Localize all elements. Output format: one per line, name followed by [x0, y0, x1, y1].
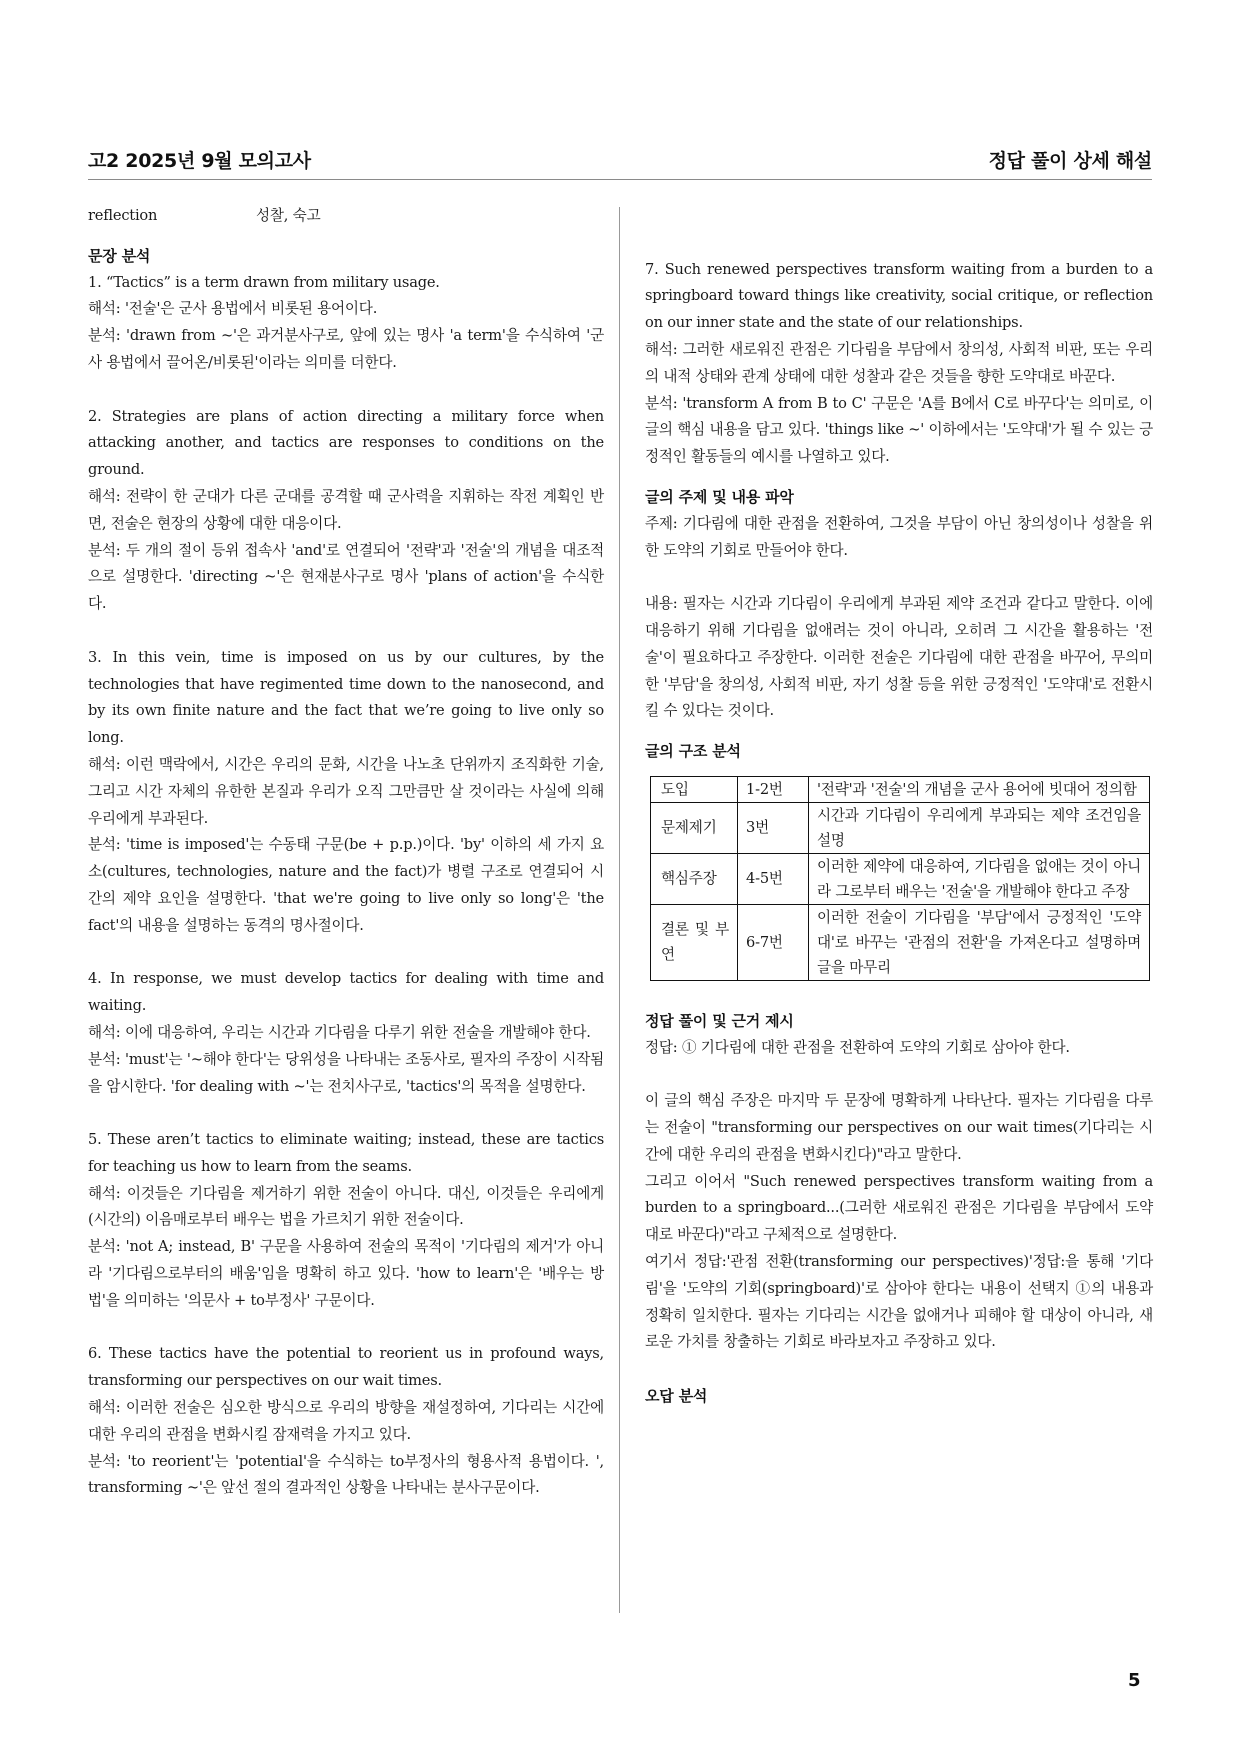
sentence-analysis: 분석: 'transform A from B to C' 구문은 'A를 B에서 C로 바꾸다'는 의미로, 이 글의 핵심 내용을 담고 있다. 'things like ~' 이하에서는 '도약대'가 될 수 있는 긍정적인 활동들의 예시를 나열하고 있다. — [645, 394, 1153, 466]
structure-desc: 시간과 기다림이 우리에게 부과되는 제약 조건임을 설명 — [809, 802, 1150, 853]
vocab-entry — [88, 203, 604, 230]
sentence-english: 6. These tactics have the potential to reorient us in profound ways, transforming our perspectives on our wait times. — [88, 1345, 604, 1390]
table-row — [651, 904, 1150, 980]
vocab-word: reflection — [88, 207, 158, 224]
column-divider — [619, 207, 620, 1613]
answer-paragraph-3: 여기서 정답:'관점 전환(transforming our perspectives)'정답:을 통해 '기다림'을 '도약의 기회(springboard)'로 삼아야 한다는 내용이 선택지 ①의 내용과 정확히 일치한다. 필자는 기다리는 시간을 없애거나 피해야 할 대상이 아니라, 새로운 가치를 창출하는 기회로 바라보자고 주장하고 있다. — [645, 1252, 1153, 1351]
sentence-analysis: 분석: 'to reorient'는 'potential'을 수식하는 to부정사의 형용사적 용법이다. ', transforming ~'은 앞선 절의 결과적인 상황을 나타내는 분사구문이다. — [88, 1452, 604, 1497]
structure-part: 도입 — [651, 776, 738, 802]
section-heading-structure: 글의 구조 분석 — [645, 742, 741, 761]
theme-topic: 주제: 기다림에 대한 관점을 전환하여, 그것을 부담이 아닌 창의성이나 성찰을 위한 도약의 기회로 만들어야 한다. — [645, 514, 1153, 559]
exam-title: 고2 2025년 9월 모의고사 — [88, 150, 311, 172]
section-heading-sentence-analysis: 문장 분석 — [88, 246, 151, 265]
structure-range: 3번 — [738, 802, 809, 853]
structure-part: 핵심주장 — [651, 853, 738, 904]
right-column — [645, 203, 1153, 1410]
sentence-item-4 — [88, 966, 604, 1100]
structure-range: 1-2번 — [738, 776, 809, 802]
sentence-analysis: 분석: 'not A; instead, B' 구문을 사용하여 전술의 목적이 '기다림의 제거'가 아니라 '기다림으로부터의 배움'임을 명확히 하고 있다. 'how to learn'은 '배우는 방법'을 의미하는 '의문사 + to부정사' 구문이다. — [88, 1238, 604, 1309]
structure-part: 문제제기 — [651, 802, 738, 853]
left-column — [88, 203, 604, 1502]
answer-line: 정답: ① 기다림에 대한 관점을 전환하여 도약의 기회로 삼아야 한다. — [645, 1038, 1070, 1056]
answer-paragraph-1: 이 글의 핵심 주장은 마지막 두 문장에 명확하게 나타난다. 필자는 기다림을 다루는 전술이 "transforming our perspectives on our wait times(기다리는 시간에 대한 우리의 관점을 변화시킨다)"라고 말한다. — [645, 1092, 1153, 1163]
sentence-item-1 — [88, 270, 604, 377]
page-number: 5 — [1128, 1670, 1141, 1691]
structure-desc: 이러한 전술이 기다림을 '부담'에서 긍정적인 '도약대'로 바꾸는 '관점의 전환'을 가져온다고 설명하며 글을 마무리 — [809, 904, 1150, 980]
sentence-english: 1. “Tactics” is a term drawn from military usage. — [88, 273, 440, 291]
sentence-english: 5. These aren’t tactics to eliminate waiting; instead, these are tactics for teaching us how to learn from the seams. — [88, 1131, 604, 1175]
sentence-english: 2. Strategies are plans of action directing a military force when attacking another, and tactics are responses to conditions on the ground. — [88, 407, 604, 479]
sentence-item-2 — [88, 404, 604, 618]
section-heading-answer: 정답 풀이 및 근거 제시 — [645, 1011, 794, 1030]
sentence-translation: 해석: 이에 대응하여, 우리는 시간과 기다림을 다루기 위한 전술을 개발해야 한다. — [88, 1023, 591, 1041]
sentence-analysis: 분석: 'time is imposed'는 수동태 구문(be + p.p.)이다. 'by' 이하의 세 가지 요소(cultures, technologies, nature and the fact)가 병렬 구조로 연결되어 시간의 제약 요인을 설명한다. 'that we're going to live only so long'은 'the fact'의 내용을 설명하는 동격의 명사절이다. — [88, 836, 604, 934]
sentence-translation: 해석: 이러한 전술은 심오한 방식으로 우리의 방향을 재설정하여, 기다리는 시간에 대한 우리의 관점을 변화시킬 잠재력을 가지고 있다. — [88, 1399, 604, 1443]
table-row — [651, 802, 1150, 853]
sentence-item-6 — [88, 1341, 604, 1502]
sentence-translation: 해석: '전술'은 군사 용법에서 비롯된 용어이다. — [88, 300, 378, 318]
sentence-english: 7. Such renewed perspectives transform waiting from a burden to a springboard toward things like creativity, social critique, or reflection on our inner state and the state of our relationships. — [645, 260, 1153, 332]
sentence-analysis: 분석: 'drawn from ~'은 과거분사구로, 앞에 있는 명사 'a term'을 수식하여 '군사 용법에서 끌어온/비롯된'이라는 의미를 더한다. — [88, 327, 604, 371]
table-row — [651, 853, 1150, 904]
page-header — [88, 142, 1152, 180]
sentence-translation: 해석: 전략이 한 군대가 다른 군대를 공격할 때 군사력을 지휘하는 작전 계획인 반면, 전술은 현장의 상황에 대한 대응이다. — [88, 487, 604, 532]
section-heading-theme: 글의 주제 및 내용 파악 — [645, 487, 794, 506]
structure-table — [650, 776, 1150, 981]
sentence-translation: 해석: 그러한 새로워진 관점은 기다림을 부담에서 창의성, 사회적 비판, 또는 우리의 내적 상태와 관계 상태에 대한 성찰과 같은 것들을 향한 도약대로 바꾼다. — [645, 340, 1153, 385]
vocab-meaning: 성찰, 숙고 — [256, 207, 321, 224]
sentence-item-7 — [645, 257, 1153, 471]
theme-content: 내용: 필자는 시간과 기다림이 우리에게 부과된 제약 조건과 같다고 말한다. 이에 대응하기 위해 기다림을 없애려는 것이 아니라, 오히려 그 시간을 활용하는 '전술'이 필요하다고 주장한다. 이러한 전술은 기다림에 대한 관점을 바꾸어, 무의미한 '부담'을 창의성, 사회적 비판, 자기 성찰 등을 위한 긍정적인 '도약대'로 전환시킬 수 있다는 것이다. — [645, 595, 1153, 720]
sentence-item-3 — [88, 645, 604, 940]
sentence-english: 3. In this vein, time is imposed on us by our cultures, by the technologies that have regimented time down to the nanosecond, and by its own finite nature and the fact that we’re going to live only so long. — [88, 648, 604, 747]
section-heading-wrong-answers: 오답 분석 — [645, 1386, 708, 1405]
sentence-analysis: 분석: 두 개의 절이 등위 접속사 'and'로 연결되어 '전략'과 '전술'의 개념을 대조적으로 설명한다. 'directing ~'은 현재분사구로 명사 'plans of action'을 수식한다. — [88, 541, 604, 613]
structure-desc: '전략'과 '전술'의 개념을 군사 용어에 빗대어 정의함 — [809, 776, 1150, 802]
structure-range: 6-7번 — [738, 904, 809, 980]
structure-range: 4-5번 — [738, 853, 809, 904]
sentence-translation: 해석: 이런 맥락에서, 시간은 우리의 문화, 시간을 나노초 단위까지 조직화한 기술, 그리고 시간 자체의 유한한 본질과 우리가 오직 그만큼만 살 것이라는 사실에 의해 우리에게 부과된다. — [88, 755, 604, 827]
structure-desc: 이러한 제약에 대응하여, 기다림을 없애는 것이 아니라 그로부터 배우는 '전술'을 개발해야 한다고 주장 — [809, 853, 1150, 904]
document-subtitle: 정답 풀이 상세 해설 — [988, 150, 1152, 172]
answer-paragraph-2: 그리고 이어서 "Such renewed perspectives transform waiting from a burden to a springboard...(그러한 새로워진 관점은 기다림을 부담에서 도약대로 바꾼다)"라고 구체적으로 설명한다. — [645, 1172, 1153, 1244]
structure-part: 결론 및 부연 — [651, 904, 738, 980]
sentence-english: 4. In response, we must develop tactics for dealing with time and waiting. — [88, 970, 604, 1015]
table-row — [651, 776, 1150, 802]
sentence-item-5 — [88, 1127, 604, 1315]
sentence-analysis: 분석: 'must'는 '~해야 한다'는 당위성을 나타내는 조동사로, 필자의 주장이 시작됨을 암시한다. 'for dealing with ~'는 전치사구로, 'tactics'의 목적을 설명한다. — [88, 1050, 604, 1095]
sentence-translation: 해석: 이것들은 기다림을 제거하기 위한 전술이 아니다. 대신, 이것들은 우리에게 (시간의) 이음매로부터 배우는 법을 가르치기 위한 전술이다. — [88, 1184, 604, 1229]
